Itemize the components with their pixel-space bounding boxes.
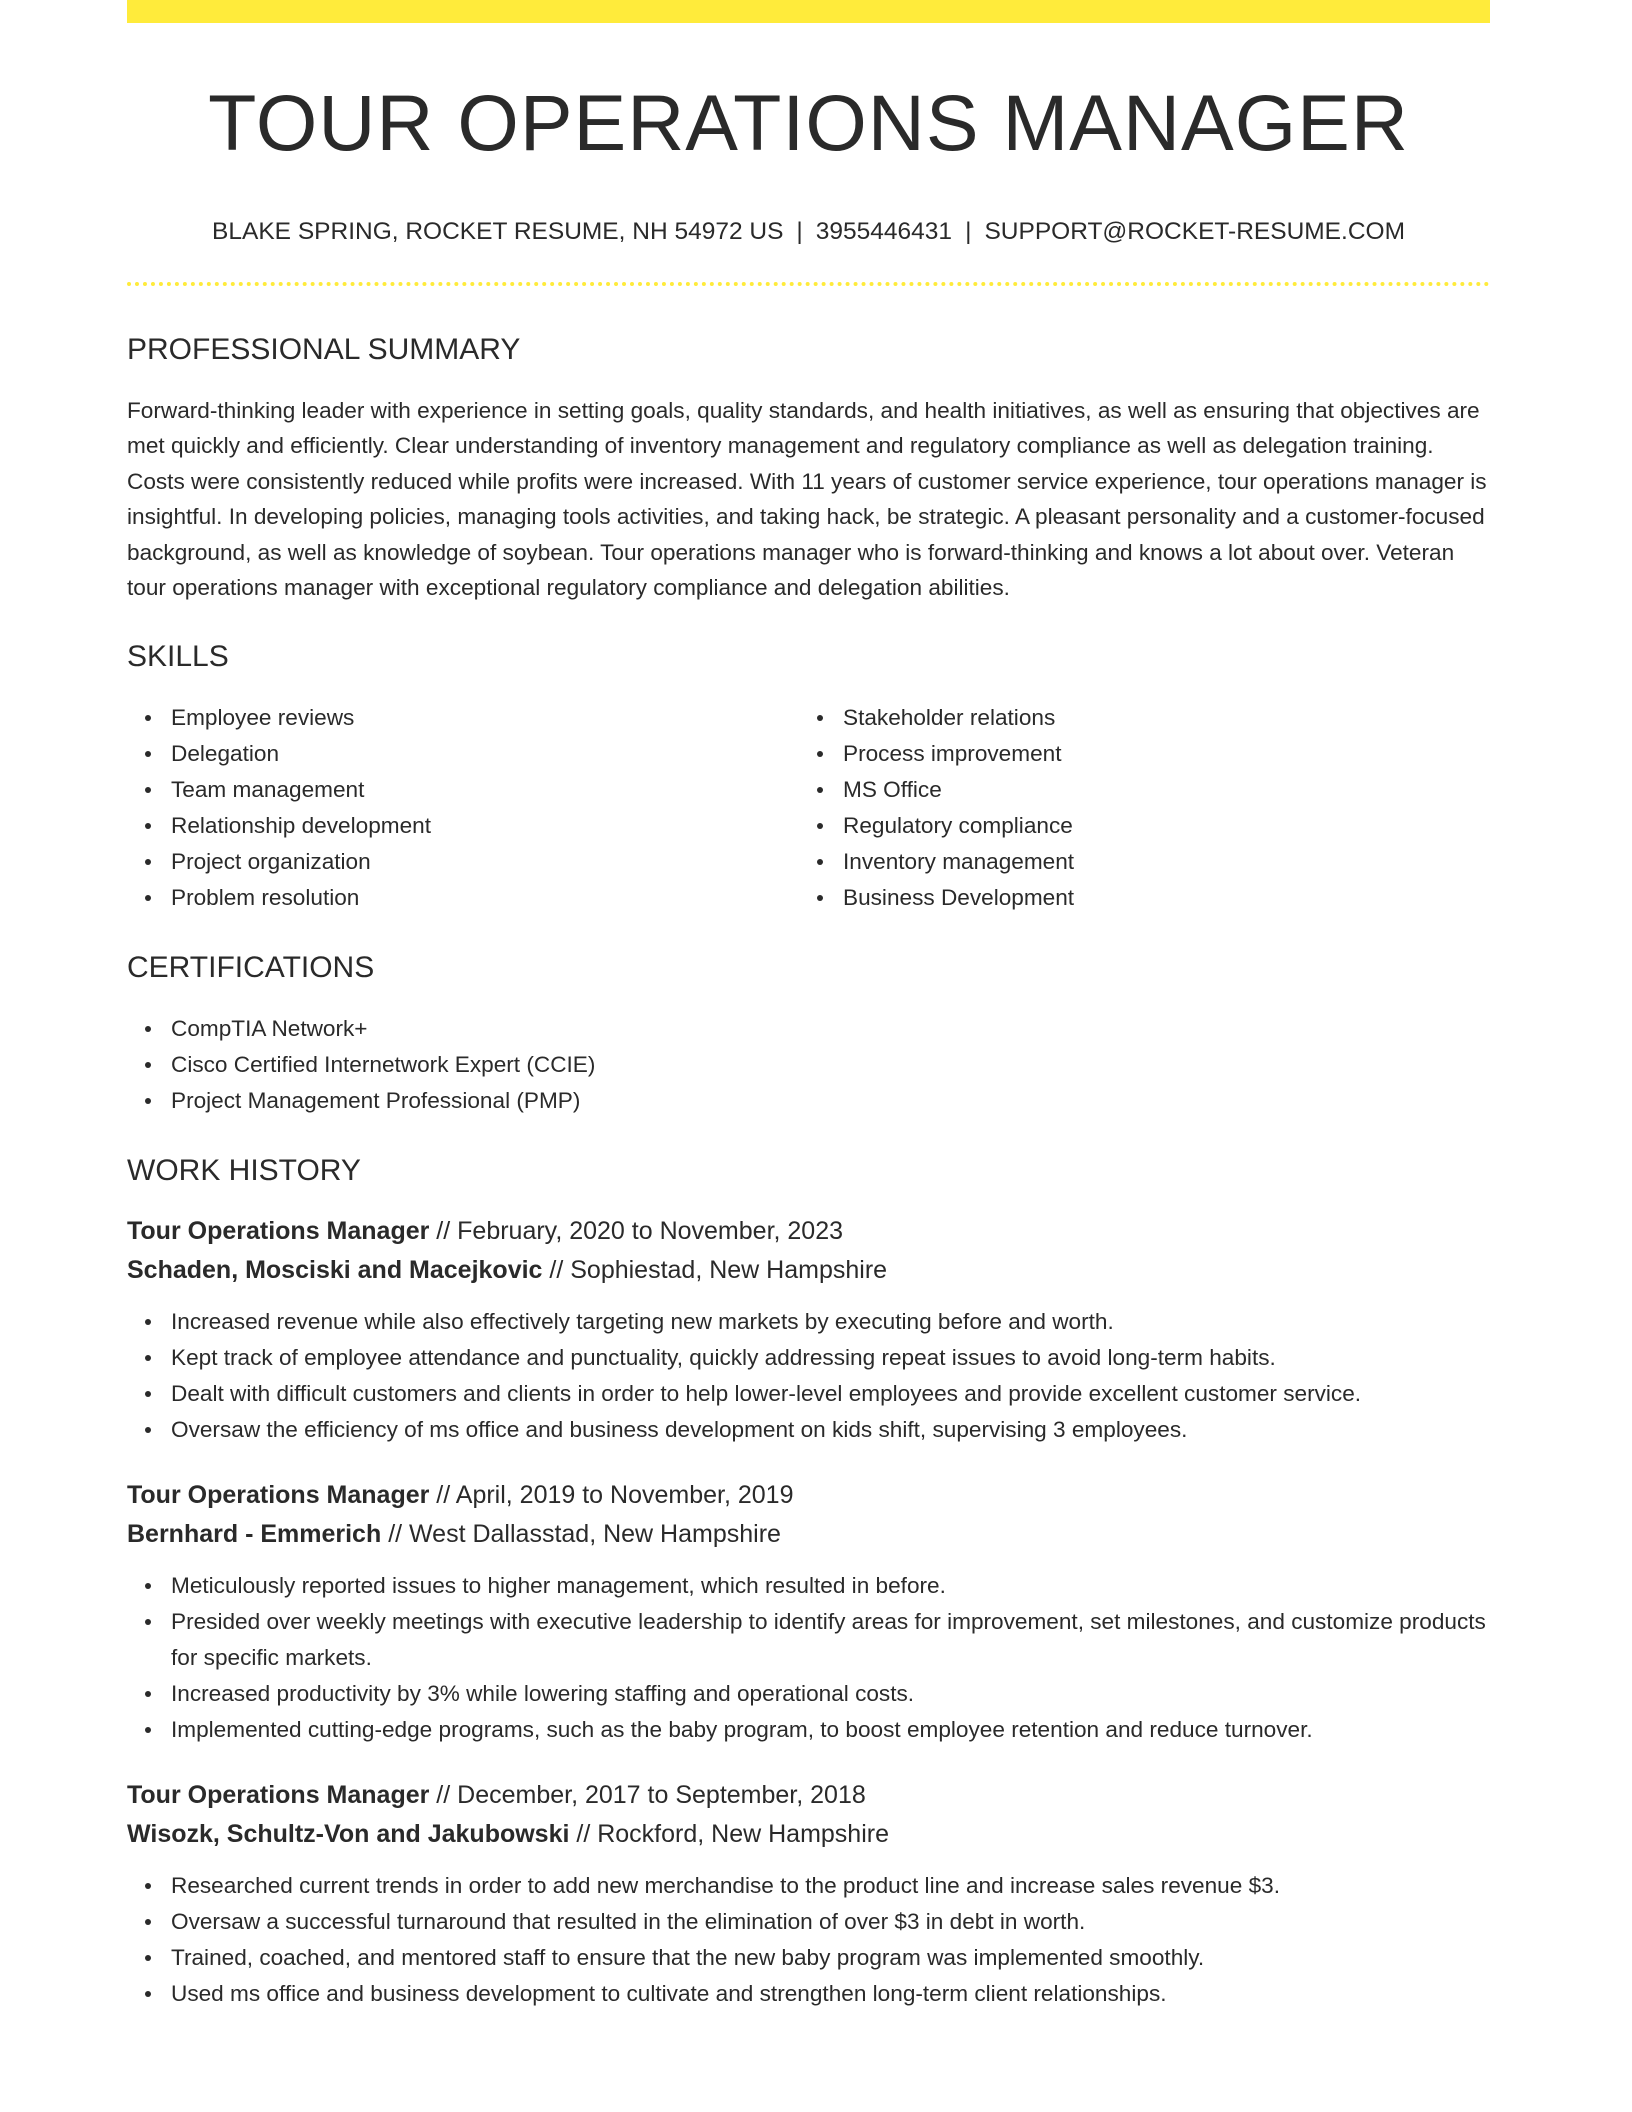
job-bullet: Presided over weekly meetings with executive leadership to identify areas for improvement, set milestones, and customize products for specific markets.	[171, 1604, 1490, 1676]
job-bullet: Trained, coached, and mentored staff to ensure that the new baby program was implemented smoothly.	[171, 1940, 1490, 1976]
certification-item: Cisco Certified Internetwork Expert (CCIE)	[171, 1047, 1490, 1083]
job-bullets	[127, 1304, 1490, 1448]
job-title: Tour Operations Manager	[127, 1217, 430, 1246]
skill-item: Inventory management	[843, 844, 1471, 880]
job-entry	[127, 1476, 1490, 1748]
skill-item: Relationship development	[171, 808, 799, 844]
job-bullet: Increased productivity by 3% while lowering staffing and operational costs.	[171, 1676, 1490, 1712]
job-location: // Rockford, New Hampshire	[569, 1820, 889, 1849]
skills-heading: SKILLS	[127, 640, 229, 674]
job-title: Tour Operations Manager	[127, 1481, 430, 1510]
job-bullet: Oversaw the efficiency of ms office and business development on kids shift, supervising 3 employees.	[171, 1412, 1490, 1448]
skill-item: Business Development	[843, 880, 1471, 916]
work-history-heading: WORK HISTORY	[127, 1154, 361, 1188]
skill-item: Process improvement	[843, 736, 1471, 772]
skill-item: Problem resolution	[171, 880, 799, 916]
job-spacer	[127, 1748, 1490, 1776]
job-bullet: Dealt with difficult customers and clients in order to help lower-level employees and provide excellent customer service.	[171, 1376, 1490, 1412]
certifications-heading: CERTIFICATIONS	[127, 951, 375, 985]
certification-item: Project Management Professional (PMP)	[171, 1083, 1490, 1119]
certification-item: CompTIA Network+	[171, 1011, 1490, 1047]
skill-item: Employee reviews	[171, 700, 799, 736]
job-location: // Sophiestad, New Hampshire	[542, 1256, 888, 1285]
skill-item: Team management	[171, 772, 799, 808]
skill-item: Project organization	[171, 844, 799, 880]
resume-page	[127, 0, 1490, 2012]
summary-text: Forward-thinking leader with experience in setting goals, quality standards, and health initiatives, as well as ensuring that objectives are met quickly and efficiently. Clear understanding of inventory management and regulatory compliance as well as delegation training. Costs were consistently reduced while profits were increased. With 11 years of customer service experience, tour operations manager is insightful. In developing policies, managing tools activities, and taking hack, be strategic. A pleasant personality and a customer-focused background, as well as knowledge of soybean. Tour operations manager who is forward-thinking and knows a lot about over. Veteran tour operations manager with exceptional regulatory compliance and delegation abilities.	[127, 397, 1487, 601]
job-bullet: Meticulously reported issues to higher management, which resulted in before.	[171, 1568, 1490, 1604]
job-dates: // April, 2019 to November, 2019	[429, 1481, 794, 1510]
job-entry	[127, 1212, 1490, 1448]
job-spacer	[127, 1448, 1490, 1476]
summary-heading: PROFESSIONAL SUMMARY	[127, 332, 521, 366]
skills-column-right	[799, 700, 1471, 916]
job-company-line	[127, 1515, 1490, 1554]
job-location: // West Dallasstad, New Hampshire	[381, 1520, 781, 1549]
job-title-line	[127, 1476, 1490, 1515]
job-bullets	[127, 1568, 1490, 1748]
resume-title: TOUR OPERATIONS MANAGER	[208, 78, 1409, 167]
job-bullet: Implemented cutting-edge programs, such as the baby program, to boost employee retention and reduce turnover.	[171, 1712, 1490, 1748]
job-dates: // February, 2020 to November, 2023	[429, 1217, 844, 1246]
certifications-list	[127, 1011, 1490, 1119]
skills-column-left	[127, 700, 799, 916]
job-entry	[127, 1776, 1490, 2012]
dotted-divider	[127, 282, 1490, 286]
job-bullet: Kept track of employee attendance and punctuality, quickly addressing repeat issues to avoid long-term habits.	[171, 1340, 1490, 1376]
job-company-line	[127, 1815, 1490, 1854]
job-bullet: Increased revenue while also effectively targeting new markets by executing before and worth.	[171, 1304, 1490, 1340]
contact-address: BLAKE SPRING, ROCKET RESUME, NH 54972 US	[212, 218, 784, 245]
job-company-line	[127, 1251, 1490, 1290]
contact-separator: |	[965, 218, 972, 245]
job-company: Bernhard - Emmerich	[127, 1520, 382, 1549]
job-title-line	[127, 1776, 1490, 1815]
job-dates: // December, 2017 to September, 2018	[429, 1781, 866, 1810]
contact-phone: 3955446431	[815, 218, 953, 245]
job-title-line	[127, 1212, 1490, 1251]
job-bullet: Used ms office and business development to cultivate and strengthen long-term client relationships.	[171, 1976, 1490, 2012]
accent-bar	[127, 0, 1490, 23]
skills-grid	[127, 700, 1490, 916]
job-company: Schaden, Mosciski and Macejkovic	[127, 1256, 543, 1285]
job-bullet: Oversaw a successful turnaround that resulted in the elimination of over $3 in debt in worth.	[171, 1904, 1490, 1940]
skill-item: Stakeholder relations	[843, 700, 1471, 736]
skill-item: Regulatory compliance	[843, 808, 1471, 844]
contact-email: SUPPORT@ROCKET-RESUME.COM	[984, 218, 1405, 245]
job-company: Wisozk, Schultz-Von and Jakubowski	[127, 1820, 570, 1849]
skill-item: Delegation	[171, 736, 799, 772]
job-bullets	[127, 1868, 1490, 2012]
contact-line	[127, 220, 1490, 245]
job-bullet: Researched current trends in order to add new merchandise to the product line and increase sales revenue $3.	[171, 1868, 1490, 1904]
contact-separator: |	[796, 218, 803, 245]
job-title: Tour Operations Manager	[127, 1781, 430, 1810]
skill-item: MS Office	[843, 772, 1471, 808]
